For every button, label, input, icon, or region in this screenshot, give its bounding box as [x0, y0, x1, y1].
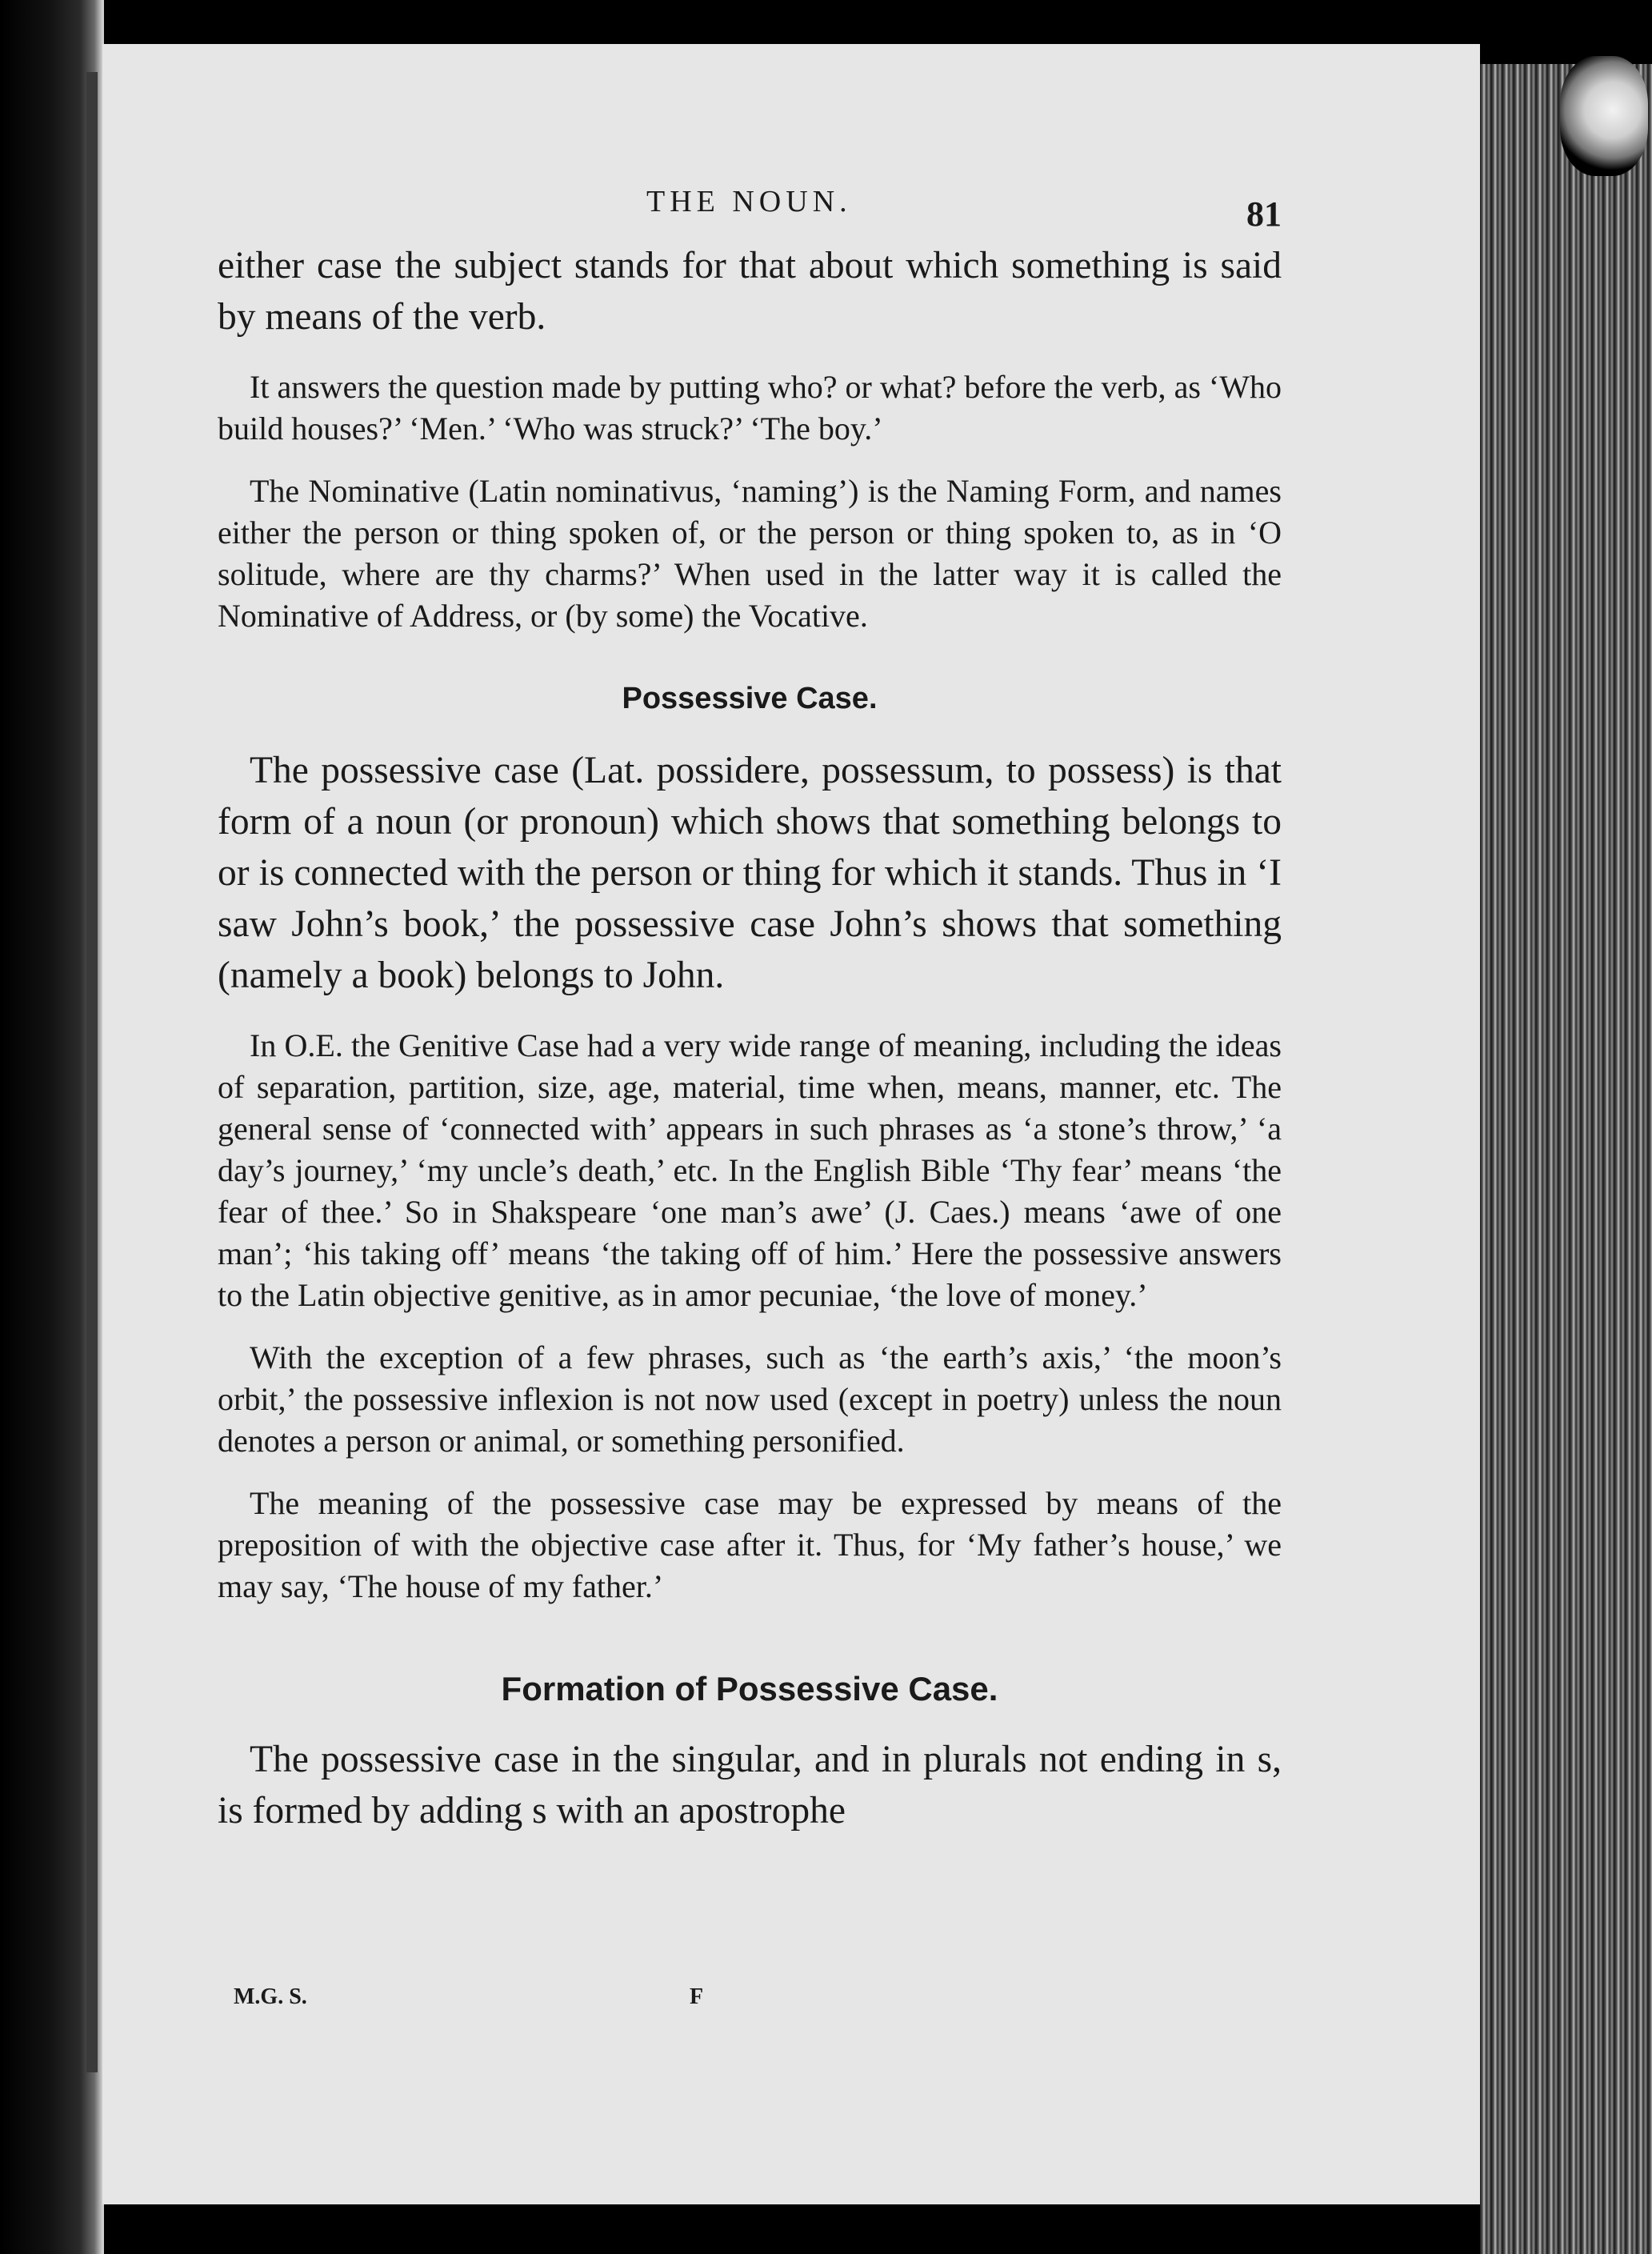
page-footer	[234, 1984, 1194, 2016]
page-header	[102, 184, 1480, 232]
paragraph-possessive-definition: The possessive case (Lat. possidere, possessum, to possess) is that form of a noun (or pronoun) which shows that something belongs to or is connected with the person or thing for which it stands. Thus in ‘I saw John’s book,’ the possessive case John’s shows that something (namely a book) belongs to John.	[218, 750, 1282, 996]
paragraph-exception: With the exception of a few phrases, such as ‘the earth’s axis,’ ‘the moon’s orbit,’ the possessive inflexion is not now used (except in poetry) unless the noun denotes a person or animal, or something personified.	[218, 1339, 1282, 1459]
signature-mark: F	[690, 1984, 704, 2009]
heading-possessive-case: Possessive Case.	[622, 682, 878, 715]
heading-formation: Formation of Possessive Case.	[501, 1670, 998, 1708]
corner-damage	[1560, 56, 1648, 176]
page-number: 81	[1246, 194, 1282, 234]
paragraph-genitive: In O.E. the Genitive Case had a very wide range of meaning, including the ideas of separation, partition, size, age, material, time when, means, manner, etc. The general sense of ‘connected with’ appears in such phrases as ‘a stone’s throw,’ ‘a day’s journey,’ ‘my uncle’s death,’ etc. In the English Bible ‘Thy fear’ means ‘the fear of thee.’ So in Shakspeare ‘one man’s awe’ (J. Caes.) means ‘awe of one man’; ‘his taking off’ means ‘the taking off of him.’ Here the possessive answers to the Latin objective genitive, as in amor pecuniae, ‘the love of money.’	[218, 1027, 1282, 1313]
paragraph-question: It answers the question made by putting who? or what? before the verb, as ‘Who build houses?’ ‘Men.’ ‘Who was struck?’ ‘The boy.’	[218, 369, 1282, 446]
paragraph-meaning: The meaning of the possessive case may be expressed by means of the preposition of with the objective case after it. Thus, for ‘My father’s house,’ we may say, ‘The house of my father.’	[218, 1485, 1282, 1604]
right-page-edge	[1480, 64, 1652, 2254]
paragraph-formation: The possessive case in the singular, and in plurals not ending in s, is formed by adding s with an apostrophe	[218, 1739, 1282, 1832]
paragraph-nominative: The Nominative (Latin nominativus, ‘naming’) is the Naming Form, and names either the person or thing spoken of, or the person or thing spoken to, as in ‘O solitude, where are thy charms?’ When used in the latter way it is called the Nominative of Address, or (by some) the Vocative.	[218, 473, 1282, 634]
signature-left: M.G. S.	[234, 1984, 307, 2009]
running-head: THE NOUN.	[646, 185, 852, 218]
paragraph-continuation: either case the subject stands for that about which something is said by means of the verb.	[218, 245, 1282, 338]
binding-line	[86, 72, 98, 2072]
page-content	[218, 240, 1282, 1860]
